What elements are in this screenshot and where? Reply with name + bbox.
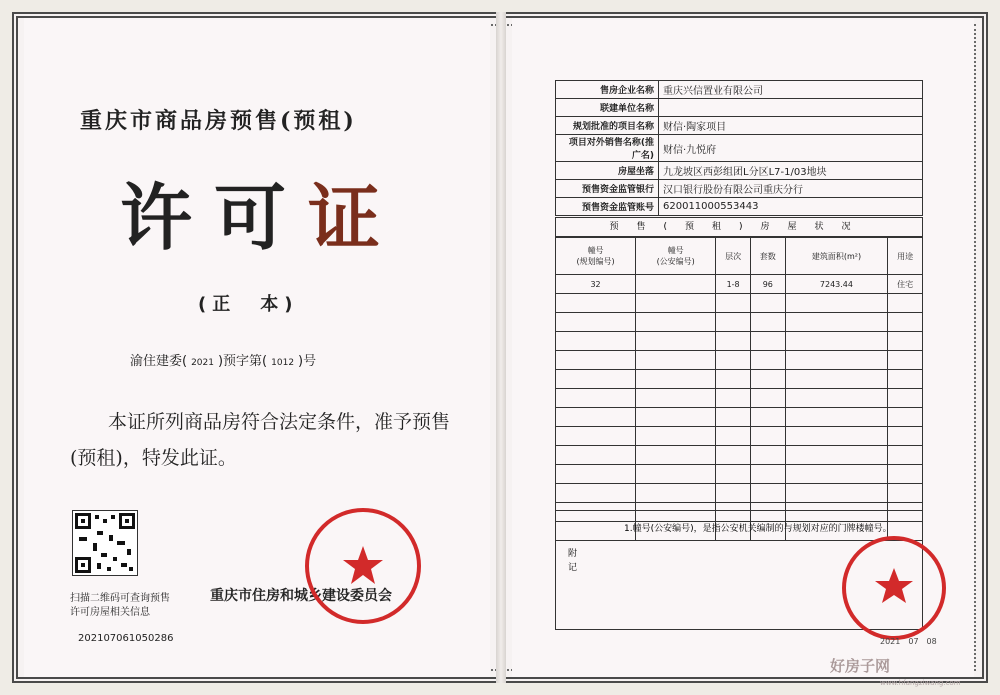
table-cell [716,408,751,427]
table-cell: 7243.44 [785,275,888,294]
status-header: 预售(预租)房屋状况 [555,217,923,237]
info-row [556,135,923,162]
table-cell [716,351,751,370]
grid-header: 层次 [716,238,751,275]
note-text: 1.幢号(公安编号)，是指公安机关编制的与规划对应的门牌楼幢号。 [624,524,892,534]
table-cell [888,389,923,408]
table-cell [716,332,751,351]
table-cell [636,370,716,389]
table-cell [785,294,888,313]
table-cell [888,427,923,446]
info-value: 财信·九悦府 [659,135,923,162]
info-label: 项目对外销售名称(推广名) [556,135,659,162]
info-row [556,117,923,135]
table-cell [716,427,751,446]
table-cell [556,446,636,465]
table-cell [556,370,636,389]
table-cell [556,408,636,427]
reference-number: 渝住建委( 2021 )预字第( 1012 )号 [130,354,317,369]
info-value: 汉口银行股份有限公司重庆分行 [659,180,923,198]
table-cell [750,389,785,408]
info-table [555,80,923,216]
table-cell [636,427,716,446]
table-cell [888,465,923,484]
table-row [556,275,923,294]
table-cell [716,465,751,484]
table-row [556,446,923,465]
table-row [556,427,923,446]
table-cell [556,484,636,503]
table-cell [785,313,888,332]
table-cell [716,446,751,465]
seal-date: 2021 07 08 [880,637,937,646]
info-value [659,99,923,117]
table-cell [785,389,888,408]
table-cell [785,370,888,389]
table-cell [636,484,716,503]
qr-code-icon[interactable] [72,510,138,576]
unit-table [555,237,923,541]
table-cell [636,275,716,294]
table-cell [750,332,785,351]
table-row [556,389,923,408]
table-row [556,484,923,503]
serial-number: 20210706105028​6 [78,633,174,644]
table-cell [750,294,785,313]
table-cell [785,446,888,465]
info-value: 620011000553443 [659,198,923,216]
grid-header: 套数 [750,238,785,275]
table-cell [750,427,785,446]
table-cell [636,313,716,332]
table-cell [750,484,785,503]
table-cell [716,484,751,503]
table-cell [556,294,636,313]
table-cell [750,408,785,427]
table-cell: 1-8 [716,275,751,294]
table-cell [888,332,923,351]
table-cell [750,370,785,389]
table-cell [556,427,636,446]
table-cell [716,313,751,332]
table-cell [888,313,923,332]
table-cell [785,351,888,370]
table-cell [888,370,923,389]
note-label: 附记 [568,549,578,573]
info-label: 房屋坐落 [556,162,659,180]
table-row [556,313,923,332]
table-row [556,351,923,370]
issuing-authority: 重庆市住房和城乡建设委员会 [210,588,392,604]
qr-caption: 扫描二维码可查询预售许可房屋相关信息 [70,593,170,618]
table-cell [556,313,636,332]
table-cell [716,294,751,313]
watermark-url: www.hfangziwang.com [880,679,961,687]
info-value: 财信·陶家项目 [659,117,923,135]
table-cell [750,465,785,484]
table-cell [888,294,923,313]
table-row [556,465,923,484]
info-label: 预售资金监管账号 [556,198,659,216]
table-cell [888,446,923,465]
table-cell [750,313,785,332]
table-cell [556,332,636,351]
table-cell [556,389,636,408]
table-cell [556,465,636,484]
info-row [556,81,923,99]
table-row [556,370,923,389]
table-cell [636,446,716,465]
certificate-body: 本证所列商品房符合法定条件，准予预售(预租)，特发此证。 [70,411,451,469]
table-cell [636,465,716,484]
table-row [556,408,923,427]
table-row [556,332,923,351]
table-cell [750,351,785,370]
info-value: 重庆兴信置业有限公司 [659,81,923,99]
table-cell [716,370,751,389]
table-cell [636,332,716,351]
info-label: 售房企业名称 [556,81,659,99]
book-spine [496,12,506,683]
table-cell [888,484,923,503]
table-cell [785,465,888,484]
info-value: 九龙坡区西彭组团L分区L7-1/03地块 [659,162,923,180]
info-label: 规划批准的项目名称 [556,117,659,135]
table-cell [750,446,785,465]
table-cell [785,332,888,351]
table-cell [636,389,716,408]
official-seal-icon [303,506,423,630]
info-row [556,162,923,180]
table-cell [785,484,888,503]
table-cell: 32 [556,275,636,294]
info-label: 联建单位名称 [556,99,659,117]
table-cell [636,294,716,313]
table-cell [785,427,888,446]
table-cell [636,408,716,427]
info-row [556,99,923,117]
copy-type: (正 本) [198,294,299,315]
table-cell [785,408,888,427]
certificate-title: 重庆市商品房预售(预租) [80,108,357,134]
certificate-big-title: 许可证 [120,175,403,260]
grid-header: 用途 [888,238,923,275]
info-row [556,198,923,216]
table-cell: 住宅 [888,275,923,294]
grid-header: 建筑面积(m²) [785,238,888,275]
grid-header: 幢号 (规划编号) [556,238,636,275]
table-cell [888,351,923,370]
table-cell: 96 [750,275,785,294]
table-cell [636,351,716,370]
table-row [556,294,923,313]
table-cell [556,351,636,370]
info-label: 预售资金监管银行 [556,180,659,198]
table-cell [888,408,923,427]
grid-header: 幢号 (公安编号) [636,238,716,275]
special-seal-icon [840,534,948,646]
info-row [556,180,923,198]
watermark: 好房子网 [830,657,891,675]
table-cell [716,389,751,408]
